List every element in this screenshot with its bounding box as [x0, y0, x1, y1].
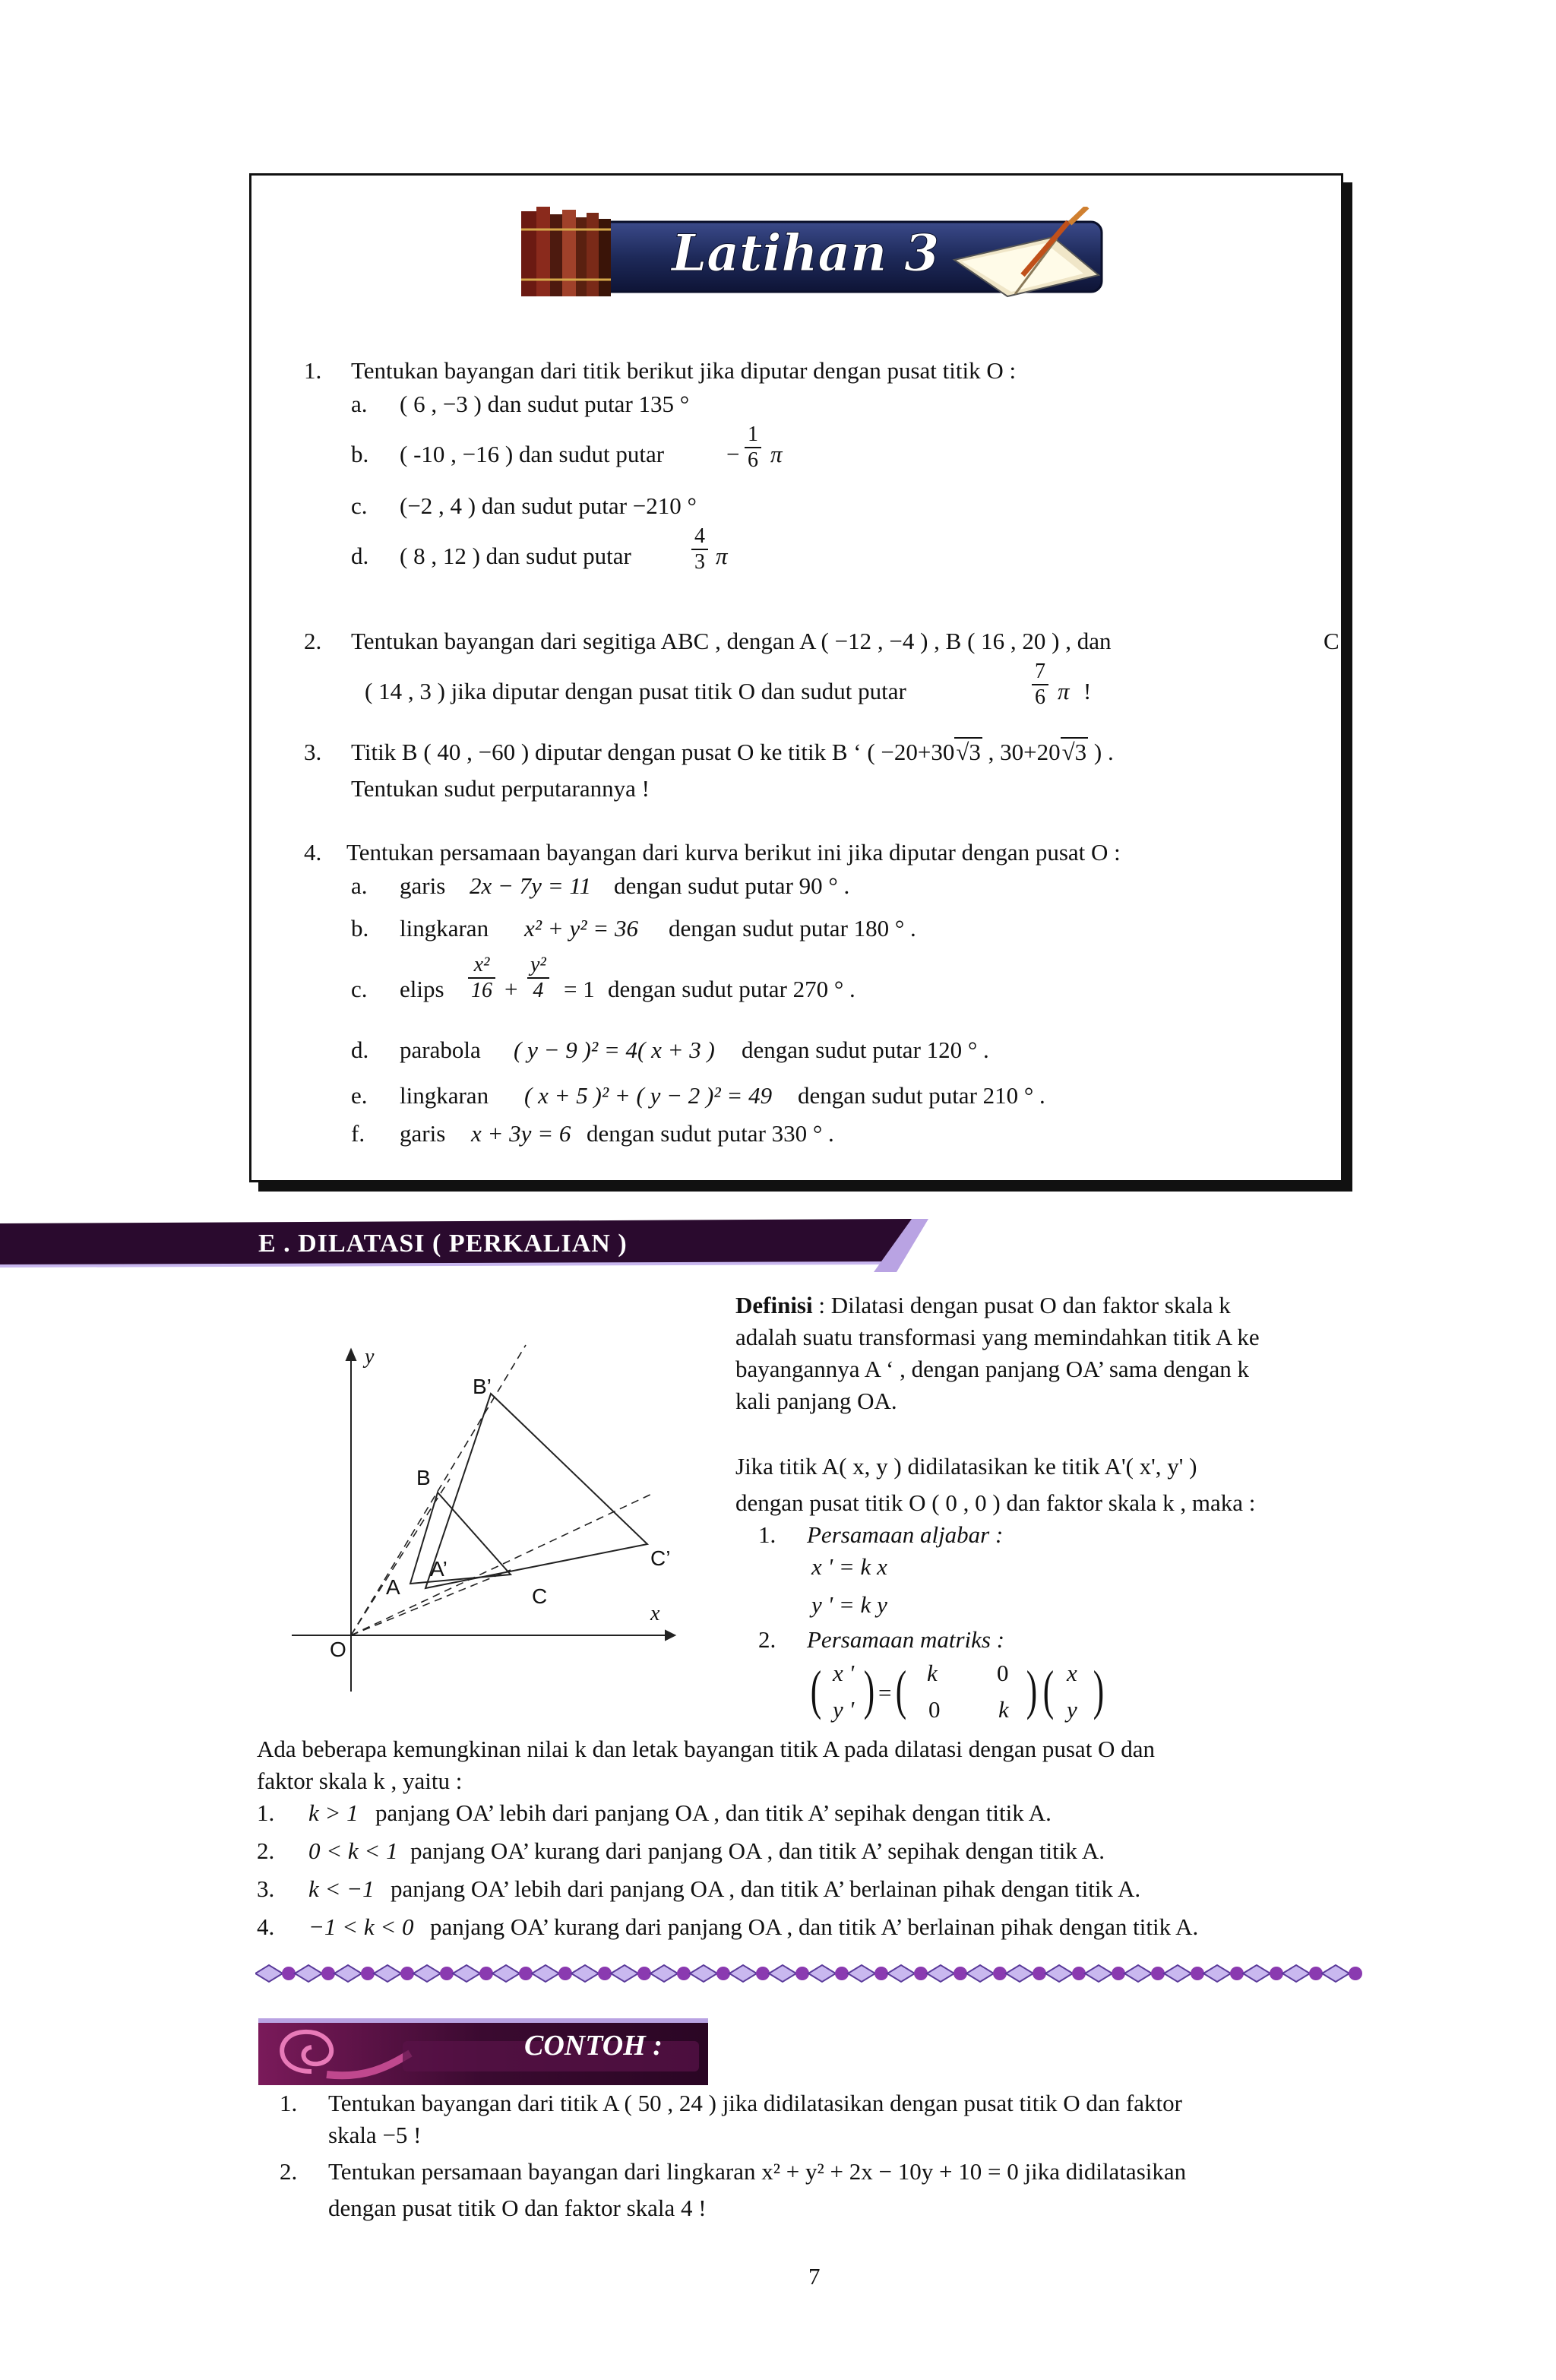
kemungkinan-item-cond: 0 < k < 1 [308, 1837, 398, 1864]
ornament-diamond [1322, 1965, 1349, 1982]
ornament-diamond [1006, 1965, 1033, 1982]
q4c-frac1: $\frac{\text{x²}}{16}$ [465, 953, 498, 1003]
q1d-fraction: $\frac{4}{3}$ [688, 524, 711, 574]
contoh-item-line2: dengan pusat titik O dan faktor skala 4 ! [328, 2195, 707, 2221]
matriks-label: Persamaan matriks : [807, 1626, 1005, 1653]
q4a-label: a. [351, 872, 368, 899]
q1-number: 1. [304, 357, 322, 384]
ornament-diamond [1085, 1965, 1112, 1982]
ornament-divider [255, 1961, 1377, 1986]
q4d-eq: ( y − 9 )² = 4( x + 3 ) [514, 1037, 715, 1063]
q4a-pre: garis [400, 872, 446, 899]
ornament-diamond [769, 1965, 796, 1982]
q1b-pi: π [770, 441, 783, 467]
label-x: x [650, 1602, 660, 1625]
q3-number: 3. [304, 739, 322, 765]
ornament-diamond [295, 1965, 322, 1982]
q1d-pi: π [716, 543, 728, 569]
q4f-label: f. [351, 1120, 365, 1147]
q4c-frac2: $\frac{\text{y²}}{4}$ [524, 953, 552, 1003]
contoh-item-num: 2. [280, 2158, 298, 2185]
contoh-item-line1: Tentukan bayangan dari titik A ( 50 , 24 ) jika didilatasikan dengan pusat titik O dan faktor [328, 2090, 1182, 2116]
q1b-text: ( -10 , −16 ) dan sudut putar [400, 441, 665, 467]
section-title: E . DILATASI ( PERKALIAN ) [258, 1230, 628, 1258]
matriks-number: 2. [758, 1626, 776, 1653]
ornament-diamond [848, 1965, 875, 1982]
ornament-diamond [1045, 1965, 1073, 1982]
q2-line1: Tentukan bayangan dari segitiga ABC , dengan A ( −12 , −4 ) , B ( 16 , 20 ) , dan [351, 628, 1112, 654]
q4c-label: c. [351, 976, 368, 1002]
ornament-diamond [966, 1965, 994, 1982]
jika-line2: dengan pusat titik O ( 0 , 0 ) dan faktor skala k , maka : [735, 1489, 1256, 1516]
ornament-diamond [1124, 1965, 1152, 1982]
q4e-post: dengan sudut putar 210 ° . [798, 1082, 1045, 1109]
jika-line1: Jika titik A( x, y ) didilatasikan ke titik A'( x', y' ) [735, 1453, 1197, 1480]
q4e-pre: lingkaran [400, 1082, 489, 1109]
books-icon [521, 207, 611, 296]
label-B-prime: B’ [473, 1375, 492, 1398]
q2-number: 2. [304, 628, 322, 654]
ornament-diamond [413, 1965, 441, 1982]
q4e-label: e. [351, 1082, 368, 1109]
q4f-post: dengan sudut putar 330 ° . [587, 1120, 834, 1147]
ornament-diamond [532, 1965, 559, 1982]
kemungkinan-intro1: Ada beberapa kemungkinan nilai k dan letak bayangan titik A pada dilatasi dengan pusat O dan [257, 1736, 1155, 1762]
page-number: 7 [808, 2263, 821, 2290]
q4f-pre: garis [400, 1120, 446, 1147]
eq-x-prime: x ' = k x [811, 1553, 887, 1580]
q4c-plus: + [504, 976, 518, 1002]
q4c-post: dengan sudut putar 270 ° . [608, 976, 855, 1002]
label-B: B [416, 1466, 431, 1489]
q1-text: Tentukan bayangan dari titik berikut jika diputar dengan pusat titik O : [351, 357, 1017, 384]
kemungkinan-item-text: panjang OA’ kurang dari panjang OA , dan titik A’ sepihak dengan titik A. [410, 1837, 1105, 1864]
q2-line2: ( 14 , 3 ) jika diputar dengan pusat titik O dan sudut putar [365, 678, 906, 704]
ornament-diamond [1282, 1965, 1310, 1982]
ornament-diamond [1243, 1965, 1270, 1982]
kemungkinan-item-num: 1. [257, 1799, 275, 1826]
kemungkinan-item-num: 4. [257, 1913, 275, 1940]
q4c-rhs: = 1 [564, 976, 595, 1002]
contoh-item-line2: skala −5 ! [328, 2122, 422, 2148]
q1c-label: c. [351, 492, 368, 519]
kemungkinan-intro2: faktor skala k , yaitu : [257, 1768, 463, 1794]
q4d-pre: parabola [400, 1037, 481, 1063]
q1d-label: d. [351, 543, 369, 569]
aljabar-label: Persamaan aljabar : [807, 1521, 1004, 1548]
ornament-diamond [808, 1965, 836, 1982]
kemungkinan-item-text: panjang OA’ kurang dari panjang OA , dan titik A’ berlainan pihak dengan titik A. [430, 1913, 1199, 1940]
definisi-line1: Definisi : Dilatasi dengan pusat O dan faktor skala k [735, 1292, 1231, 1318]
q4e-eq: ( x + 5 )² + ( y − 2 )² = 49 [524, 1082, 773, 1109]
q1b-label: b. [351, 441, 369, 467]
kemungkinan-item-cond: −1 < k < 0 [308, 1913, 414, 1940]
kemungkinan-item-text: panjang OA’ lebih dari panjang OA , dan titik A’ sepihak dengan titik A. [375, 1799, 1052, 1826]
q3-line1: Titik B ( 40 , −60 ) diputar dengan pusat O ke titik B ‘ ( −20+30√3 , 30+20√3 ) . [351, 739, 1114, 765]
q4d-label: d. [351, 1037, 369, 1063]
q4a-eq: 2x − 7y = 11 [470, 872, 592, 899]
label-A-prime: A’ [430, 1557, 448, 1581]
contoh-item-num: 1. [280, 2090, 298, 2116]
latihan-banner [521, 207, 1106, 301]
label-C-prime: C’ [650, 1546, 671, 1570]
ornament-diamond [887, 1965, 915, 1982]
kemungkinan-item-num: 3. [257, 1875, 275, 1902]
q1b-sign: − [726, 441, 740, 467]
ornament-diamond [729, 1965, 757, 1982]
label-y: y [365, 1345, 375, 1369]
kemungkinan-item-num: 2. [257, 1837, 275, 1864]
ornament-diamond [650, 1965, 678, 1982]
matrix-equation: ( x ' y ' ) = ( k 0 0 k ) ( x y ) [810, 1660, 1105, 1723]
label-A: A [386, 1575, 400, 1599]
q2-trailing-c: C [1324, 628, 1339, 654]
ornament-diamond [611, 1965, 638, 1982]
label-C: C [532, 1584, 548, 1608]
definisi-line2: adalah suatu transformasi yang memindahkan titik A ke [735, 1324, 1260, 1350]
kemungkinan-item-cond: k > 1 [308, 1799, 359, 1826]
ornament-diamond [334, 1965, 362, 1982]
q4b-eq: x² + y² = 36 [524, 915, 638, 942]
q4b-label: b. [351, 915, 369, 942]
ornament-diamond [492, 1965, 520, 1982]
latihan-title: Latihan 3 [671, 223, 940, 283]
definisi-line4: kali panjang OA. [735, 1388, 897, 1414]
aljabar-number: 1. [758, 1521, 776, 1548]
q2-pi: π [1058, 678, 1070, 704]
ornament-diamond [1203, 1965, 1231, 1982]
ornament-diamond [374, 1965, 401, 1982]
contoh-item-line1: Tentukan persamaan bayangan dari lingkaran x² + y² + 2x − 10y + 10 = 0 jika didilatasikan [328, 2158, 1187, 2185]
q4a-post: dengan sudut putar 90 ° . [614, 872, 850, 899]
q4-text: Tentukan persamaan bayangan dari kurva berikut ini jika diputar dengan pusat O : [346, 839, 1121, 866]
q4b-post: dengan sudut putar 180 ° . [669, 915, 916, 942]
q3-line2: Tentukan sudut perputarannya ! [351, 775, 650, 802]
definisi-line3: bayangannya A ‘ , dengan panjang OA’ sama dengan k [735, 1356, 1250, 1382]
ornament-diamond [571, 1965, 599, 1982]
ornament-diamond [1164, 1965, 1191, 1982]
q1a-label: a. [351, 391, 368, 417]
q4b-pre: lingkaran [400, 915, 489, 942]
ornament-diamond [255, 1965, 283, 1982]
kemungkinan-item-text: panjang OA’ lebih dari panjang OA , dan titik A’ berlainan pihak dengan titik A. [391, 1875, 1141, 1902]
q4-number: 4. [304, 839, 322, 866]
q1b-fraction: $\frac{1}{6}$ [742, 423, 764, 473]
ornament-dot [1349, 1967, 1362, 1980]
q4d-post: dengan sudut putar 120 ° . [742, 1037, 989, 1063]
q1d-text: ( 8 , 12 ) dan sudut putar [400, 543, 631, 569]
contoh-label: CONTOH : [524, 2030, 663, 2062]
label-O: O [330, 1638, 346, 1661]
q1c-text: (−2 , 4 ) dan sudut putar −210 ° [400, 492, 697, 519]
q2-end: ! [1083, 678, 1092, 704]
ornament-diamond [453, 1965, 480, 1982]
kemungkinan-item-cond: k < −1 [308, 1875, 375, 1902]
eq-y-prime: y ' = k y [811, 1591, 887, 1618]
ornament-diamond [690, 1965, 717, 1982]
dilatation-diagram [283, 1334, 693, 1699]
q4c-pre: elips [400, 976, 444, 1002]
q4f-eq: x + 3y = 6 [471, 1120, 571, 1147]
q2-fraction: $\frac{7}{6}$ [1029, 660, 1052, 710]
ornament-diamond [927, 1965, 954, 1982]
q1a-text: ( 6 , −3 ) dan sudut putar 135 ° [400, 391, 690, 417]
